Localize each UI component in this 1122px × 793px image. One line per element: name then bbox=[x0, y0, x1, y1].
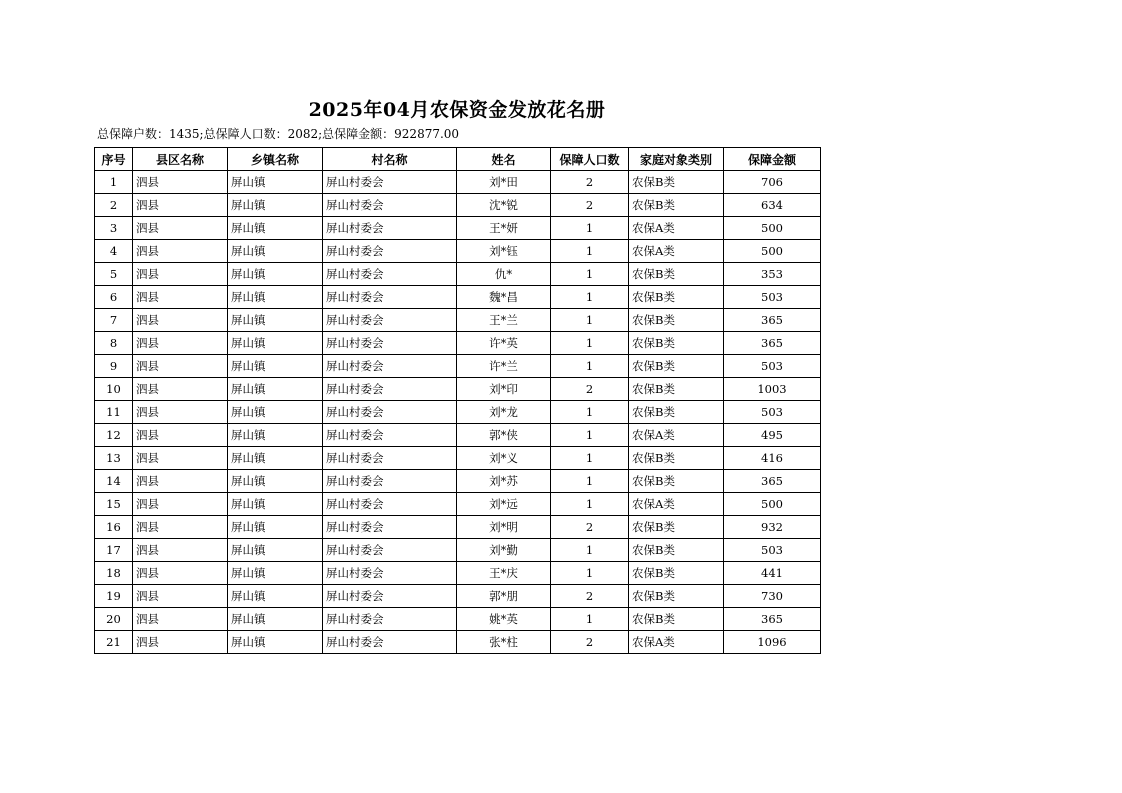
header-cell-county: 县区名称 bbox=[133, 148, 228, 171]
cell-name: 王*兰 bbox=[457, 309, 551, 332]
cell-name: 姚*英 bbox=[457, 608, 551, 631]
cell-index: 2 bbox=[95, 194, 133, 217]
cell-county: 泗县 bbox=[133, 217, 228, 240]
cell-amount: 634 bbox=[724, 194, 821, 217]
summary-line: 总保障户数：1435;总保障人口数：2082;总保障金额：922877.00 bbox=[97, 127, 460, 141]
header-cell-index: 序号 bbox=[95, 148, 133, 171]
cell-town: 屏山镇 bbox=[228, 401, 323, 424]
cell-category: 农保A类 bbox=[629, 240, 724, 263]
cell-population: 1 bbox=[551, 217, 629, 240]
cell-town: 屏山镇 bbox=[228, 286, 323, 309]
cell-town: 屏山镇 bbox=[228, 493, 323, 516]
cell-village: 屏山村委会 bbox=[323, 286, 457, 309]
cell-county: 泗县 bbox=[133, 447, 228, 470]
cell-index: 21 bbox=[95, 631, 133, 654]
table-row bbox=[95, 263, 821, 286]
cell-name: 刘*印 bbox=[457, 378, 551, 401]
cell-population: 1 bbox=[551, 263, 629, 286]
header-cell-population: 保障人口数 bbox=[551, 148, 629, 171]
cell-amount: 932 bbox=[724, 516, 821, 539]
cell-town: 屏山镇 bbox=[228, 424, 323, 447]
cell-index: 14 bbox=[95, 470, 133, 493]
cell-town: 屏山镇 bbox=[228, 447, 323, 470]
cell-county: 泗县 bbox=[133, 171, 228, 194]
cell-amount: 500 bbox=[724, 240, 821, 263]
table-row bbox=[95, 286, 821, 309]
cell-index: 12 bbox=[95, 424, 133, 447]
cell-town: 屏山镇 bbox=[228, 263, 323, 286]
table-row bbox=[95, 217, 821, 240]
cell-category: 农保A类 bbox=[629, 217, 724, 240]
cell-amount: 416 bbox=[724, 447, 821, 470]
cell-name: 许*兰 bbox=[457, 355, 551, 378]
cell-population: 1 bbox=[551, 240, 629, 263]
cell-town: 屏山镇 bbox=[228, 562, 323, 585]
cell-population: 1 bbox=[551, 539, 629, 562]
table-row bbox=[95, 171, 821, 194]
cell-category: 农保B类 bbox=[629, 585, 724, 608]
cell-population: 1 bbox=[551, 286, 629, 309]
cell-village: 屏山村委会 bbox=[323, 217, 457, 240]
cell-category: 农保A类 bbox=[629, 631, 724, 654]
cell-county: 泗县 bbox=[133, 608, 228, 631]
cell-index: 20 bbox=[95, 608, 133, 631]
cell-county: 泗县 bbox=[133, 562, 228, 585]
table-row bbox=[95, 424, 821, 447]
cell-population: 2 bbox=[551, 171, 629, 194]
cell-name: 王*妍 bbox=[457, 217, 551, 240]
cell-category: 农保B类 bbox=[629, 286, 724, 309]
cell-population: 2 bbox=[551, 631, 629, 654]
cell-village: 屏山村委会 bbox=[323, 493, 457, 516]
table-row bbox=[95, 355, 821, 378]
cell-county: 泗县 bbox=[133, 263, 228, 286]
cell-village: 屏山村委会 bbox=[323, 378, 457, 401]
cell-index: 6 bbox=[95, 286, 133, 309]
cell-county: 泗县 bbox=[133, 539, 228, 562]
cell-population: 1 bbox=[551, 493, 629, 516]
cell-name: 刘*田 bbox=[457, 171, 551, 194]
roster-table bbox=[94, 147, 821, 654]
cell-town: 屏山镇 bbox=[228, 585, 323, 608]
cell-index: 1 bbox=[95, 171, 133, 194]
cell-name: 刘*苏 bbox=[457, 470, 551, 493]
cell-town: 屏山镇 bbox=[228, 309, 323, 332]
cell-town: 屏山镇 bbox=[228, 470, 323, 493]
cell-category: 农保A类 bbox=[629, 424, 724, 447]
cell-category: 农保B类 bbox=[629, 194, 724, 217]
cell-amount: 503 bbox=[724, 539, 821, 562]
cell-category: 农保B类 bbox=[629, 562, 724, 585]
cell-population: 1 bbox=[551, 470, 629, 493]
table-row bbox=[95, 539, 821, 562]
table-row bbox=[95, 631, 821, 654]
cell-amount: 500 bbox=[724, 217, 821, 240]
header-cell-name: 姓名 bbox=[457, 148, 551, 171]
cell-population: 1 bbox=[551, 355, 629, 378]
cell-amount: 441 bbox=[724, 562, 821, 585]
cell-index: 5 bbox=[95, 263, 133, 286]
cell-village: 屏山村委会 bbox=[323, 447, 457, 470]
cell-county: 泗县 bbox=[133, 332, 228, 355]
cell-category: 农保B类 bbox=[629, 171, 724, 194]
cell-category: 农保B类 bbox=[629, 309, 724, 332]
cell-village: 屏山村委会 bbox=[323, 240, 457, 263]
cell-county: 泗县 bbox=[133, 309, 228, 332]
cell-town: 屏山镇 bbox=[228, 516, 323, 539]
cell-index: 4 bbox=[95, 240, 133, 263]
cell-county: 泗县 bbox=[133, 631, 228, 654]
cell-amount: 365 bbox=[724, 470, 821, 493]
cell-village: 屏山村委会 bbox=[323, 539, 457, 562]
cell-name: 刘*义 bbox=[457, 447, 551, 470]
cell-county: 泗县 bbox=[133, 240, 228, 263]
cell-population: 1 bbox=[551, 424, 629, 447]
cell-name: 刘*勤 bbox=[457, 539, 551, 562]
cell-amount: 495 bbox=[724, 424, 821, 447]
cell-village: 屏山村委会 bbox=[323, 171, 457, 194]
cell-amount: 353 bbox=[724, 263, 821, 286]
cell-index: 10 bbox=[95, 378, 133, 401]
cell-category: 农保B类 bbox=[629, 263, 724, 286]
cell-name: 张*柱 bbox=[457, 631, 551, 654]
cell-village: 屏山村委会 bbox=[323, 332, 457, 355]
cell-amount: 365 bbox=[724, 332, 821, 355]
cell-name: 郭*侠 bbox=[457, 424, 551, 447]
cell-index: 7 bbox=[95, 309, 133, 332]
table-row bbox=[95, 470, 821, 493]
cell-amount: 503 bbox=[724, 355, 821, 378]
cell-name: 刘*明 bbox=[457, 516, 551, 539]
cell-village: 屏山村委会 bbox=[323, 194, 457, 217]
cell-population: 1 bbox=[551, 447, 629, 470]
cell-population: 1 bbox=[551, 332, 629, 355]
cell-town: 屏山镇 bbox=[228, 355, 323, 378]
header-cell-village: 村名称 bbox=[323, 148, 457, 171]
cell-index: 18 bbox=[95, 562, 133, 585]
cell-index: 9 bbox=[95, 355, 133, 378]
cell-index: 15 bbox=[95, 493, 133, 516]
cell-name: 刘*钰 bbox=[457, 240, 551, 263]
cell-county: 泗县 bbox=[133, 493, 228, 516]
cell-county: 泗县 bbox=[133, 286, 228, 309]
cell-village: 屏山村委会 bbox=[323, 424, 457, 447]
table-row bbox=[95, 309, 821, 332]
table-row bbox=[95, 585, 821, 608]
cell-county: 泗县 bbox=[133, 194, 228, 217]
page-title: 2025年04月农保资金发放花名册 bbox=[308, 99, 606, 121]
cell-category: 农保B类 bbox=[629, 608, 724, 631]
cell-county: 泗县 bbox=[133, 424, 228, 447]
cell-village: 屏山村委会 bbox=[323, 355, 457, 378]
cell-village: 屏山村委会 bbox=[323, 401, 457, 424]
cell-name: 许*英 bbox=[457, 332, 551, 355]
cell-name: 王*庆 bbox=[457, 562, 551, 585]
table-row bbox=[95, 493, 821, 516]
cell-village: 屏山村委会 bbox=[323, 585, 457, 608]
cell-population: 1 bbox=[551, 608, 629, 631]
cell-village: 屏山村委会 bbox=[323, 516, 457, 539]
cell-village: 屏山村委会 bbox=[323, 608, 457, 631]
cell-town: 屏山镇 bbox=[228, 240, 323, 263]
table-header-row bbox=[95, 148, 821, 171]
cell-town: 屏山镇 bbox=[228, 332, 323, 355]
cell-index: 11 bbox=[95, 401, 133, 424]
cell-county: 泗县 bbox=[133, 401, 228, 424]
cell-village: 屏山村委会 bbox=[323, 631, 457, 654]
cell-name: 沈*锐 bbox=[457, 194, 551, 217]
cell-category: 农保B类 bbox=[629, 516, 724, 539]
table-row bbox=[95, 194, 821, 217]
cell-category: 农保B类 bbox=[629, 355, 724, 378]
cell-index: 16 bbox=[95, 516, 133, 539]
cell-town: 屏山镇 bbox=[228, 378, 323, 401]
header-cell-town: 乡镇名称 bbox=[228, 148, 323, 171]
cell-amount: 503 bbox=[724, 401, 821, 424]
cell-category: 农保B类 bbox=[629, 470, 724, 493]
table-row bbox=[95, 447, 821, 470]
cell-population: 2 bbox=[551, 378, 629, 401]
header-cell-category: 家庭对象类别 bbox=[629, 148, 724, 171]
cell-village: 屏山村委会 bbox=[323, 309, 457, 332]
cell-category: 农保B类 bbox=[629, 447, 724, 470]
cell-index: 17 bbox=[95, 539, 133, 562]
cell-county: 泗县 bbox=[133, 470, 228, 493]
cell-name: 魏*昌 bbox=[457, 286, 551, 309]
table-row bbox=[95, 401, 821, 424]
cell-population: 1 bbox=[551, 309, 629, 332]
cell-index: 3 bbox=[95, 217, 133, 240]
cell-population: 2 bbox=[551, 194, 629, 217]
cell-amount: 365 bbox=[724, 309, 821, 332]
cell-index: 19 bbox=[95, 585, 133, 608]
cell-name: 仇* bbox=[457, 263, 551, 286]
cell-index: 8 bbox=[95, 332, 133, 355]
table-row bbox=[95, 332, 821, 355]
cell-population: 2 bbox=[551, 516, 629, 539]
cell-town: 屏山镇 bbox=[228, 608, 323, 631]
cell-county: 泗县 bbox=[133, 516, 228, 539]
cell-town: 屏山镇 bbox=[228, 631, 323, 654]
cell-amount: 500 bbox=[724, 493, 821, 516]
cell-index: 13 bbox=[95, 447, 133, 470]
cell-town: 屏山镇 bbox=[228, 171, 323, 194]
cell-name: 刘*远 bbox=[457, 493, 551, 516]
cell-county: 泗县 bbox=[133, 378, 228, 401]
cell-village: 屏山村委会 bbox=[323, 470, 457, 493]
header-cell-amount: 保障金额 bbox=[724, 148, 821, 171]
cell-amount: 503 bbox=[724, 286, 821, 309]
cell-population: 2 bbox=[551, 585, 629, 608]
cell-category: 农保B类 bbox=[629, 332, 724, 355]
cell-population: 1 bbox=[551, 562, 629, 585]
cell-category: 农保B类 bbox=[629, 539, 724, 562]
cell-amount: 365 bbox=[724, 608, 821, 631]
cell-amount: 730 bbox=[724, 585, 821, 608]
table-row bbox=[95, 378, 821, 401]
cell-amount: 1003 bbox=[724, 378, 821, 401]
cell-town: 屏山镇 bbox=[228, 539, 323, 562]
cell-amount: 1096 bbox=[724, 631, 821, 654]
cell-county: 泗县 bbox=[133, 585, 228, 608]
cell-village: 屏山村委会 bbox=[323, 263, 457, 286]
table-row bbox=[95, 608, 821, 631]
table-row bbox=[95, 516, 821, 539]
cell-name: 郭*朋 bbox=[457, 585, 551, 608]
cell-category: 农保A类 bbox=[629, 493, 724, 516]
cell-category: 农保B类 bbox=[629, 378, 724, 401]
cell-town: 屏山镇 bbox=[228, 194, 323, 217]
cell-county: 泗县 bbox=[133, 355, 228, 378]
cell-amount: 706 bbox=[724, 171, 821, 194]
cell-category: 农保B类 bbox=[629, 401, 724, 424]
cell-village: 屏山村委会 bbox=[323, 562, 457, 585]
cell-name: 刘*龙 bbox=[457, 401, 551, 424]
cell-population: 1 bbox=[551, 401, 629, 424]
cell-town: 屏山镇 bbox=[228, 217, 323, 240]
table-row bbox=[95, 240, 821, 263]
table-row bbox=[95, 562, 821, 585]
